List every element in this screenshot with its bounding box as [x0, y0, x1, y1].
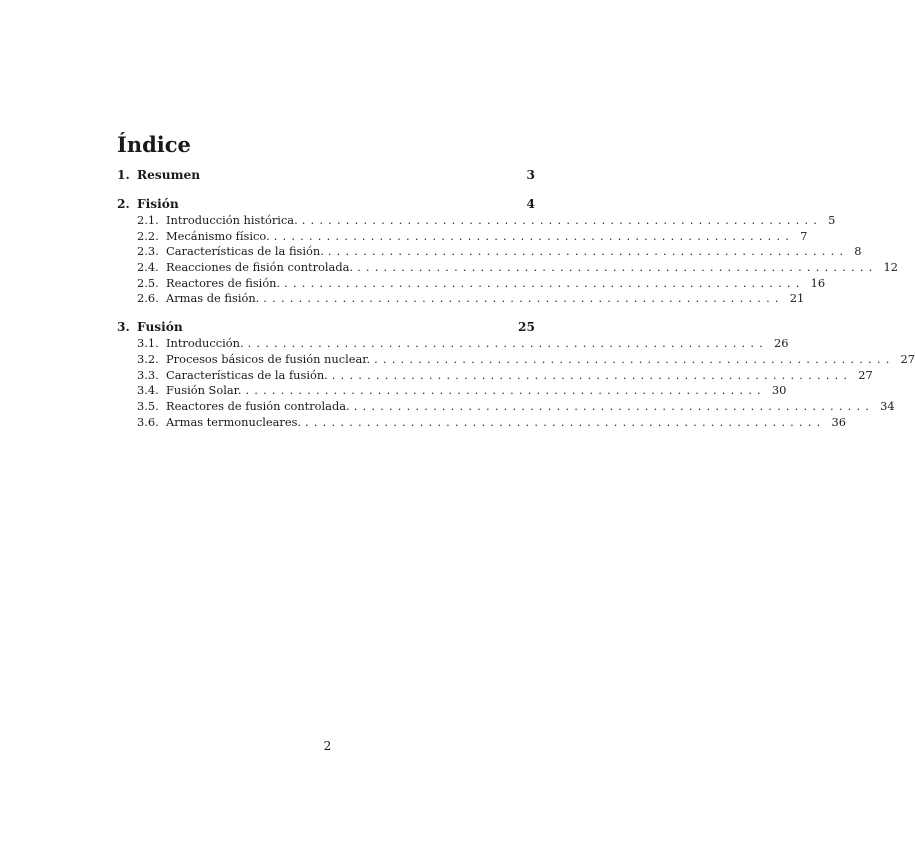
toc-section-entry[interactable] — [117, 213, 836, 229]
chapter-number: 2. — [117, 197, 130, 211]
toc-heading: Índice — [117, 132, 191, 157]
chapter-number: 1. — [117, 168, 130, 182]
dot-leader: ........................................................... — [273, 228, 795, 243]
section-page-number: 8 — [854, 244, 862, 259]
section-title: Armas termonucleares. — [166, 414, 302, 429]
dot-leader: ........................................................... — [327, 244, 849, 259]
chapter-title: Fisión — [137, 197, 179, 211]
section-page-number: 5 — [828, 213, 836, 227]
dot-leader: ........................................................... — [353, 398, 875, 413]
chapter-title: Fusión — [137, 320, 183, 335]
section-page-number: 34 — [880, 398, 895, 413]
section-page-number: 27 — [858, 367, 873, 382]
toc-section-entry[interactable] — [117, 228, 808, 245]
section-page-number: 21 — [789, 291, 805, 306]
section-number: 3.5. — [137, 398, 159, 413]
toc-chapter — [117, 319, 915, 430]
toc-chapter-entry[interactable] — [117, 196, 535, 213]
section-title: Reacciones de fisión controlada. — [166, 260, 354, 275]
section-number: 2.3. — [137, 244, 159, 259]
chapter-page-number: 4 — [526, 197, 535, 211]
section-number: 2.4. — [137, 260, 159, 275]
section-number: 2.2. — [137, 228, 159, 243]
section-title: Introducción. — [166, 336, 244, 351]
section-title: Armas de fisión. — [166, 291, 260, 306]
dot-leader: ........................................................... — [331, 367, 853, 382]
section-title: Características de la fisión. — [166, 244, 324, 259]
chapter-title: Resumen — [137, 168, 201, 182]
chapter-page-number: 25 — [518, 320, 535, 335]
section-number: 2.6. — [137, 291, 159, 306]
section-page-number: 7 — [800, 228, 808, 243]
section-title: Procesos básicos de fusión nuclear. — [166, 351, 371, 366]
dot-leader: ........................................................... — [263, 291, 784, 306]
toc-chapter-entry[interactable] — [117, 319, 535, 336]
section-number: 3.3. — [137, 367, 159, 382]
section-number: 2.1. — [137, 213, 159, 227]
toc-section-entry[interactable] — [117, 291, 805, 307]
toc-section-entry[interactable] — [117, 414, 846, 431]
toc-section-entry[interactable] — [117, 336, 789, 352]
toc-section-entry[interactable] — [117, 260, 898, 276]
dot-leader: ........................................................... — [284, 275, 805, 290]
section-page-number: 12 — [883, 260, 898, 275]
section-title: Reactores de fisión. — [166, 275, 281, 290]
section-title: Mecánismo físico. — [166, 228, 270, 243]
toc-section-entry[interactable] — [117, 275, 826, 292]
section-page-number: 36 — [831, 414, 846, 429]
dot-leader: ........................................................... — [305, 414, 826, 429]
section-number: 3.6. — [137, 414, 159, 429]
section-title: Fusión Solar. — [166, 383, 242, 398]
page-number: 2 — [323, 739, 332, 753]
dot-leader: ........................................................... — [247, 336, 768, 351]
chapter-page-number: 3 — [526, 168, 535, 182]
toc-section-entry[interactable] — [117, 244, 862, 260]
dot-leader: ........................................................... — [301, 213, 823, 227]
dot-leader: ........................................................... — [374, 351, 895, 366]
toc-chapter-entry[interactable] — [117, 167, 535, 184]
toc-section-entry[interactable] — [117, 398, 895, 415]
section-number: 2.5. — [137, 275, 159, 290]
toc-chapter — [117, 196, 898, 307]
dot-leader: ........................................................... — [245, 383, 766, 398]
toc-section-entry[interactable] — [117, 367, 873, 384]
section-title: Introducción histórica. — [166, 213, 298, 227]
toc-section-entry[interactable] — [117, 351, 915, 368]
section-title: Reactores de fusión controlada. — [166, 398, 350, 413]
section-number: 3.4. — [137, 383, 159, 398]
toc-chapter — [117, 167, 535, 184]
dot-leader: ........................................................... — [357, 260, 878, 275]
section-title: Características de la fusión. — [166, 367, 328, 382]
chapter-number: 3. — [117, 320, 130, 335]
section-number: 3.1. — [137, 336, 159, 351]
section-number: 3.2. — [137, 351, 159, 366]
section-page-number: 27 — [900, 351, 915, 366]
section-page-number: 26 — [774, 336, 789, 351]
table-of-contents — [117, 167, 915, 442]
section-page-number: 30 — [771, 383, 787, 398]
toc-section-entry[interactable] — [117, 383, 787, 399]
section-page-number: 16 — [810, 275, 826, 290]
